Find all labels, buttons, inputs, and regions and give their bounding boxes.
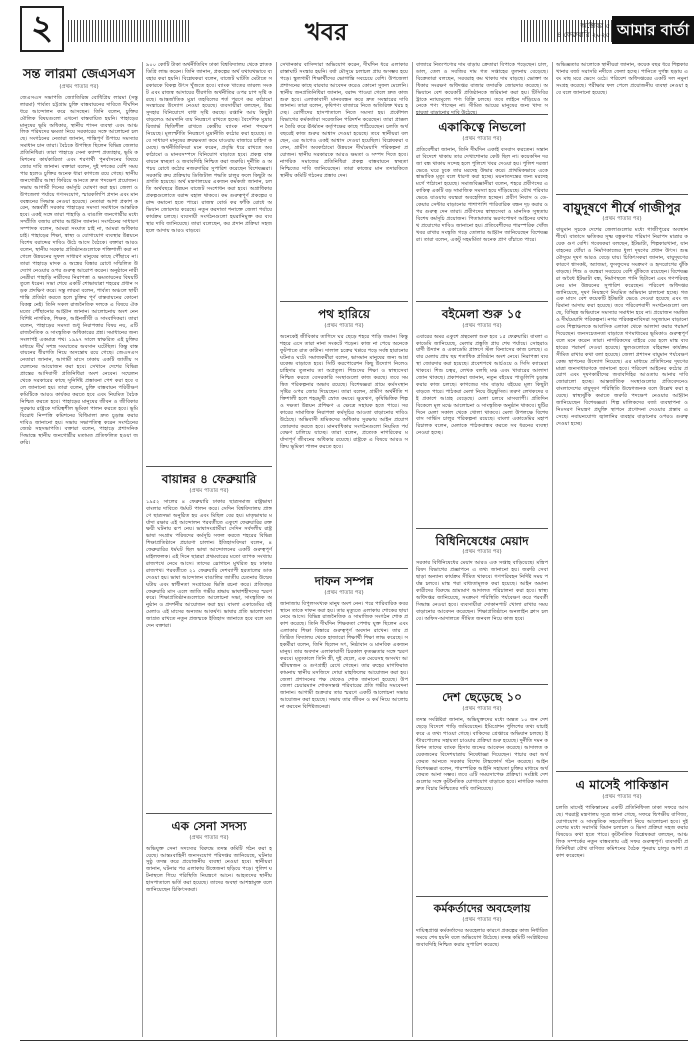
column-2 [146,62,272,1037]
article-body: প্রতিবেশীরা জানান, তিনি দীর্ঘদিন একাই বসবাস করতেন। সন্তানরা বিদেশে থাকায় তার দেখাশোনার কেউ ছিল না। কয়েকদিন দরজা বন্ধ থাকায় সন্দেহ হলে পুলিশে খবর দেওয়া হয়। পুলিশ দরজা ভেঙে ঘরে ঢুকে তার মরদেহ উদ্ধার করে। প্রাথমিকভাবে একে স্বাভাবিক মৃত্যু বলে ধারণা করা হচ্ছে। ময়নাতদন্তের জন্য মরদেহ মর্গে পাঠানো হয়েছে। সমাজবিজ্ঞানীরা বলেন, শহরে প্রবীণদের একাকিত্ব একটি বড় সামাজিক সমস্যা হয়ে দাঁড়িয়েছে। যৌথ পরিবার ভেঙে যাওয়ায় বয়স্করা অবহেলিত হচ্ছেন। প্রবীণ নিবাস ও ডে-কেয়ার সেন্টার বাড়ানোর পাশাপাশি পারিবারিক বন্ধন দৃঢ় করার ওপর গুরুত্ব দেন তারা। প্রবীণদের স্বাস্থ্যসেবা ও মানসিক সুস্থতায় বিশেষ কর্মসূচি প্রয়োজন। পিতামাতার ভরণপোষণ আইনের যথাযথ প্রয়োগের দাবিও জানানো হয়। প্রতিবেশীদের পারস্পরিক খোঁজখবর রাখার সংস্কৃতি গড়ে তোলার আহ্বান জানিয়েছেন বিশেষজ্ঞরা। তারা বলেন, একটু সহমর্মিতা অনেক প্রাণ বাঁচাতে পারে। [416,146,548,243]
column-3 [280,62,408,1037]
article-byline: (প্রথম পাতার পর) [602,793,642,800]
issue-info [536,22,610,40]
column-1 [20,62,138,1037]
article-divider [416,684,548,685]
headline: বইমেলা শুরু ১৫ [441,306,523,321]
article-divider [556,771,688,772]
headline: দাফন সম্পন্ন [314,573,374,588]
article-divider [280,301,408,302]
newspaper-logo: আমার বার্তা [612,16,694,44]
article-divider [146,813,272,814]
headline: দেশ ছেড়েছে ১০ [442,690,522,705]
article-byline: (প্রথম পাতার পর) [462,706,502,713]
article-divider [416,896,548,897]
article-divider [556,194,688,195]
footer-rule [20,1040,688,1041]
article-body: চলতি মাসেই পাকিস্তানের একটি প্রতিনিধিদল ঢাকা সফরে আসছে। পররাষ্ট্র মন্ত্রণালয় সূত্রে জানা গেছে, সফরে দ্বিপক্ষীয় বাণিজ্য, যোগাযোগ ও সাংস্কৃতিক সহযোগিতা নিয়ে আলোচনা হবে। দুই দেশের মধ্যে সরাসরি বিমান চলাচল ও ভিসা প্রক্রিয়া সহজ করার বিষয়েও কথা হতে পারে। কূটনৈতিক বিশ্লেষকরা বলছেন, আঞ্চলিক সম্পর্কের নতুন বাস্তবতায় এই সফর গুরুত্বপূর্ণ। ব্যবসায়ী প্রতিনিধিরা যৌথ বাণিজ্য কমিশনের বৈঠক পুনরায় চালুর আশা প্রকাশ করেছেন। [556,804,688,860]
headline: এ মাসেই পাকিস্তান [575,777,669,793]
column-divider [552,62,553,1037]
article-body: তদন্ত সংশ্লিষ্টরা জানান, অভিযুক্তদের মধ্যে অন্তত ১০ জন দেশ ছেড়ে বিদেশে পাড়ি জমিয়েছেন। ইমিগ্রেশন পুলিশের তথ্য যাচাই করে এ তথ্য পাওয়া গেছে। বাকিদের গ্রেপ্তারে অভিযান চলছে। ইন্টারপোলের সহায়তা চাওয়ার প্রক্রিয়া শুরু হয়েছে। দুর্নীতি দমন কমিশন তাদের ব্যাংক হিসাব জব্দের আবেদন করেছে। আদালত কয়েকজনের বিদেশযাত্রায় নিষেধাজ্ঞা দিয়েছেন। পাচার করা অর্থ ফেরত আনতে সরকার বিশেষ টাস্কফোর্স গঠন করেছে। আইন বিশেষজ্ঞরা বলেন, পারস্পরিক আইনি সহায়তা চুক্তির মাধ্যমে অর্থ ফেরত আনা সম্ভব। তবে এটি সময়সাপেক্ষ প্রক্রিয়া। সংশ্লিষ্ট দেশগুলোর সঙ্গে কূটনৈতিক যোগাযোগ বাড়াতে হবে। নাগরিক সমাজ দ্রুত বিচার নিশ্চিতের দাবি জানিয়েছে। [416,717,548,793]
article-byline: (প্রথম পাতার পর) [462,322,502,329]
article-body: জেএসএস সভাপতি জ্যোতিরিন্দ্র বোধিপ্রিয় লারমা (সন্তু লারমা) পার্বত্য চট্টগ্রাম চুক্তি বাস্তবায়নের দাবিতে দীর্ঘদিন ধরে আন্দোলন করে আসছেন। তিনি বলেন, চুক্তির মৌলিক বিষয়গুলো এখনো বাস্তবায়িত হয়নি। পাহাড়ের মানুষের ভূমি অধিকার, স্থানীয় শাসন ব্যবস্থা এবং আঞ্চলিক পরিষদের ক্ষমতা নিয়ে সরকারের সঙ্গে আলোচনা চলছে। সংগঠনের নেতারা জানান, শান্তিপূর্ণ উপায়ে সমস্যার সমাধান চান তারা। বৈঠকে উপস্থিত ছিলেন বিভিন্ন জেলার প্রতিনিধিরা। তারা পাহাড়ে সেনা ক্যাম্প প্রত্যাহার, ভূমি কমিশনের কার্যকারিতা এবং শরণার্থী পুনর্বাসনের বিষয়ে জোর দাবি জানান। বক্তারা বলেন, দুই দশকের বেশি সময় পার হলেও চুক্তির অনেক ধারা কাগজে রয়ে গেছে। স্থানীয় জনগোষ্ঠীর আস্থা ফিরিয়ে আনতে দ্রুত পদক্ষেপ প্রয়োজন। সভায় আগামী দিনের কর্মসূচি ঘোষণা করা হয়। জেলা ও উপজেলা পর্যায়ে গণসংযোগ, স্মারকলিপি প্রদান এবং মানববন্ধনের সিদ্ধান্ত নেওয়া হয়েছে। নেতারা আশা প্রকাশ করেন, অন্তর্বর্তী সরকার পাহাড়ের সমস্যা সমাধানে আন্তরিক হবে। একই সঙ্গে তারা পাহাড়ি ও বাঙালি জনগোষ্ঠীর মধ্যে সম্প্রীতি বজায় রাখার আহ্বান জানান। সংগঠনের সাধারণ সম্পাদক বলেন, আমরা সংঘাত চাই না, আমরা অধিকার চাই। পাহাড়ের শিক্ষা, স্বাস্থ্য ও যোগাযোগ ব্যবস্থার উন্নয়নে বিশেষ বরাদ্দের দাবিও উঠে আসে বৈঠকে। বক্তারা আরও বলেন, স্থানীয় সরকার প্রতিষ্ঠানগুলোকে শক্তিশালী করা না গেলে উন্নয়নের সুফল সাধারণ মানুষের কাছে পৌঁছাবে না। তারা পাহাড়ে মাদক ও অস্ত্রের বিস্তার রোধে সম্মিলিত উদ্যোগ নেওয়ার ওপর গুরুত্ব আরোপ করেন। অনুষ্ঠানে নারী নেত্রীরা পাহাড়ি নারীদের নিরাপত্তা ও ক্ষমতায়নের বিষয়টি তুলে ধরেন। সভা শেষে একটি শোভাযাত্রা শহরের প্রধান সড়ক প্রদক্ষিণ করে। সন্তু লারমা বলেন, পার্বত্য অঞ্চলে স্থায়ী শান্তি প্রতিষ্ঠা করতে হলে চুক্তির পূর্ণ বাস্তবায়নের কোনো বিকল্প নেই। তিনি সকল রাজনৈতিক দলকে এ বিষয়ে ঐকমত্যে পৌঁছানোর আহ্বান জানান। আলোচনায় অংশ নেন বিশিষ্ট নাগরিক, শিক্ষক, আইনজীবী ও সাংবাদিকরা। তারা বলেন, পাহাড়ের সমস্যা শুধু নিরাপত্তার বিষয় নয়, এটি রাজনৈতিক ও সাংস্কৃতিক অধিকারের প্রশ্ন। সমাধানের জন্য সংলাপই একমাত্র পথ। ১৯৯৭ সালে স্বাক্ষরিত এই চুক্তির মাধ্যমে দীর্ঘ সশস্ত্র সংঘাতের অবসান ঘটেছিল। কিন্তু বাস্তবায়নের ধীরগতি নিয়ে অসন্তোষ রয়ে গেছে। জেএসএস নেতারা জানান, আগামী মাসে ঢাকায় একটি জাতীয় সম্মেলনের আয়োজন করা হবে। সেখানে দেশের বিভিন্ন প্রান্তের আদিবাসী প্রতিনিধিরা অংশ নেবেন। সম্মেলন থেকে সরকারের কাছে সুনির্দিষ্ট প্রস্তাবনা পেশ করা হবে বলে জানানো হয়। তারা বলেন, চুক্তি বাস্তবায়ন পরিবীক্ষণ কমিটিকে আরও কার্যকর করতে হবে এবং নিয়মিত বৈঠক নিশ্চিত করতে হবে। পাহাড়ের মানুষের জীবন ও জীবিকার সুরক্ষায় রাষ্ট্রকে দায়িত্বশীল ভূমিকা পালন করতে হবে। ভূমি বিরোধ নিষ্পত্তি কমিশনের বিধিমালা দ্রুত চূড়ান্ত করার দাবিও জানানো হয়। সভায় সভাপতিত্ব করেন সংগঠনের জ্যেষ্ঠ সহসভাপতি। বক্তারা বলেন, পাহাড়ে প্রশাসনিক সিদ্ধান্তে স্থানীয় জনগোষ্ঠীর মতামত প্রতিফলিত হওয়া জরুরি। [20,94,138,447]
column-5 [556,62,688,1037]
issue-number: অক্টোবর ৫ [580,22,610,30]
article-byline: (প্রথম পাতার পর) [189,834,229,841]
article-byline: (প্রথম পাতার পর) [462,549,502,556]
column-divider [276,62,277,1037]
issue-date: ৪ ফেব্রুয়ারি ২০২৫ [557,31,610,39]
article-byline: (প্রথম পাতার পর) [189,487,229,494]
article-divider [280,568,408,569]
article-body: অভিজ্ঞতার আলোকে স্থানীয়রা জানান, কয়েক বছর ধরে শিল্পকারখানার বর্জ্য সরাসরি নদীতে ফেলা হচ্ছে। পানিতে দুর্গন্ধ ছড়ায় এবং মাছ মরে ভেসে ওঠে। পরিবেশ অধিদপ্তরের একটি দল নমুনা সংগ্রহ করেছে। পরীক্ষার ফল পেলে প্রয়োজনীয় ব্যবস্থা নেওয়া হবে বলে জানানো হয়েছে। [556,62,688,96]
article-body: অনেকেই জীবিকার তাগিদে ঘর ছেড়ে শহরে পাড়ি জমান। কিন্তু শহরে এসে তারা নানা সংকটে পড়েন। কাজ না পেয়ে অনেকে ফুটপাতে রাত কাটান। দালাল চক্রের খপ্পরে পড়ে সর্বস্ব হারানোর ঘটনাও ঘটে। সমাজকর্মীরা বলেন, ভাসমান মানুষের জন্য আশ্রয়কেন্দ্র বাড়াতে হবে। সিটি করপোরেশন কিছু উদ্যোগ নিলেও চাহিদার তুলনায় তা অপ্রতুল। শিশুদের শিক্ষা ও স্বাস্থ্যসেবা নিশ্চিত করতে বেসরকারি সংস্থাগুলো কাজ করছে। তবে সমন্বিত পরিকল্পনার অভাব রয়েছে। বিশেষজ্ঞরা গ্রামে কর্মসংস্থান সৃষ্টির ওপর জোর দিয়েছেন। তারা বলেন, গ্রামীণ অর্থনীতি শক্তিশালী হলে শহরমুখী স্রোত কমবে। ক্ষুদ্রঋণ, কৃষিভিত্তিক শিল্প ও দক্ষতা উন্নয়ন প্রশিক্ষণ এ ক্ষেত্রে সহায়ক হতে পারে। সরকারের সামাজিক নিরাপত্তা কর্মসূচির আওতা বাড়ানোর দাবিও উঠেছে। অভিবাসী শ্রমিকদের অধিকার সুরক্ষায় আইন প্রয়োগ জোরদার করতে হবে। মানবাধিকার সংগঠনগুলো নিয়মিত পর্যবেক্ষণ চালিয়ে যাচ্ছে। তারা বলেন, প্রত্যেক নাগরিকের মর্যাদাপূর্ণ জীবনের অধিকার রয়েছে। রাষ্ট্রকে এ বিষয়ে আরও সক্রিয় ভূমিকা পালন করতে হবে। [280,333,408,451]
headline: বায়ান্নর ৪ ফেব্রুয়ারি [161,472,257,486]
headline: বিধিনিষেধের মেয়াদ [435,533,529,548]
article-body: সরকার বিধিনিষেধের মেয়াদ আরও এক সপ্তাহ বাড়িয়েছে। মন্ত্রিপরিষদ বিভাগের প্রজ্ঞাপনে এ তথ্য জানানো হয়। জরুরি সেবা ছাড়া অন্যান্য কার্যক্রম সীমিত থাকবে। গণপরিবহন নির্দিষ্ট সময় পর্যন্ত চলবে। মাস্ক পরা বাধ্যতামূলক করা হয়েছে। আইন অমান্যকারীদের বিরুদ্ধে ভ্রাম্যমাণ আদালত পরিচালনা করা হবে। স্বাস্থ্য অধিদপ্তর জানিয়েছে, সংক্রমণ পরিস্থিতি পর্যবেক্ষণ করে পরবর্তী সিদ্ধান্ত নেওয়া হবে। ব্যবসায়ীরা দোকানপাট খোলা রাখার সময় বাড়ানোর আবেদন করেছেন। শিক্ষাপ্রতিষ্ঠানে অনলাইন ক্লাস চলবে। অফিস-আদালতে সীমিত জনবল নিয়ে কাজ হবে। [416,560,548,622]
article-byline: (প্রথম পাতার পর) [462,916,502,923]
headline: সন্ত লারমা জেএসএস [22,67,136,82]
article-body: বাজারে নিত্যপণ্যের দাম বাড়ায় ক্রেতারা বিপাকে পড়েছেন। চাল, ডাল, তেল ও সবজির দাম গত সপ্তাহের তুলনায় বেড়েছে। বিক্রেতারা বলছেন, সরবরাহ কম থাকায় দাম বাড়ছে। ভোক্তা অধিকার সংরক্ষণ অধিদপ্তর বাজার তদারকি জোরদার করেছে। অভিযানে বেশ কয়েকটি প্রতিষ্ঠানকে জরিমানা করা হয়। টিসিবির ট্রাকে ন্যায্যমূল্যে পণ্য বিক্রি চলছে। তবে লাইনে দাঁড়িয়েও অনেকে পণ্য পাচ্ছেন না। সীমিত আয়ের মানুষের জন্য খাদ্য সহায়তা বাড়ানোর দাবি উঠেছে। [416,62,548,117]
article-body: ৯০০ কোটি টাকা অর্থনীতিবিদ ঢাকা বিশ্ববিদ্যালয় থেকে স্নাতক ডিগ্রি লাভ করেন। তিনি জানান, প্রকল্পের অর্থ যথাযথভাবে ব্যবহার করা হয়নি। বিশ্লেষকরা বলেন, বাজেট ঘাটতি মেটাতে সরকারকে বিকল্প উৎস খুঁজতে হবে। ব্যাংক খাতের তারল্য সংকট এবং রাজস্ব আদায়ের ধীরগতি অর্থনীতির ওপর চাপ সৃষ্টি করছে। আন্তর্জাতিক মুদ্রা তহবিলের শর্ত পূরণে কর কাঠামো সংস্কারের উদ্যোগ নেওয়া হয়েছে। ব্যবসায়ীরা বলছেন, উচ্চ সুদহার বিনিয়োগে বাধা সৃষ্টি করছে। রপ্তানি আয় কিছুটা বাড়লেও আমদানি ব্যয় নিয়ন্ত্রণে রাখতে হচ্ছে। বৈদেশিক মুদ্রার রিজার্ভ স্থিতিশীল রাখতে কেন্দ্রীয় ব্যাংক নানা পদক্ষেপ নিয়েছে। মূল্যস্ফীতি নিয়ন্ত্রণে মুদ্রানীতি কঠোর করা হয়েছে। তবে সাধারণ মানুষের ক্রয়ক্ষমতা কমে যাওয়ায় বাজারে চাহিদা কমেছে। অর্থনীতিবিদরা মনে করেন, প্রবৃদ্ধি ধরে রাখতে অবকাঠামো ও মানবসম্পদে বিনিয়োগ বাড়াতে হবে। প্রকল্প বাস্তবায়নে স্বচ্ছতা ও জবাবদিহি নিশ্চিত করা জরুরি। দুর্নীতি ও অপচয় রোধে কঠোর নজরদারির সুপারিশ করেছেন বিশেষজ্ঞরা। সরকারি ক্রয় প্রক্রিয়ায় ডিজিটাল পদ্ধতি চালুর ফলে কিছুটা অগ্রগতি হয়েছে। অর্থ মন্ত্রণালয়ের একজন কর্মকর্তা জানান, চলতি অর্থবছরে উন্নয়ন বাজেট সংশোধন করা হবে। অগ্রাধিকার প্রকল্পগুলোতে বরাদ্দ বহাল থাকবে। কম গুরুত্বপূর্ণ প্রকল্পের বরাদ্দ কমানো হতে পারে। রাজস্ব বোর্ড কর ফাঁকি রোধে অভিযান জোরদার করেছে। নতুন করদাতা শনাক্তে জেলা পর্যায়ে কার্যক্রম চলছে। ব্যবসায়ী সংগঠনগুলো হয়রানিমুক্ত কর ব্যবস্থার দাবি জানিয়েছে। তারা বলেছেন, কর প্রদান প্রক্রিয়া সহজ হলে আদায় আরও বাড়বে। [146,62,272,234]
article-divider [416,528,548,529]
article-divider [146,466,272,467]
article-byline: (প্রথম পাতার পর) [462,135,502,142]
page-number: ২ [20,6,64,52]
article-byline: (প্রথম পাতার পর) [59,83,99,90]
article-byline: (প্রথম পাতার পর) [324,589,364,596]
article-body: ১৯৫২ সালের ৪ ফেব্রুয়ারি ঢাকার ছাত্রসমাজ রাষ্ট্রভাষা বাংলার দাবিতে ধর্মঘট পালন করে। সেদিন বিশ্ববিদ্যালয় প্রাঙ্গণে ছাত্রসভা অনুষ্ঠিত হয় এবং মিছিল বের হয়। মাতৃভাষার মর্যাদা রক্ষার এই আন্দোলন পরবর্তীতে একুশে ফেব্রুয়ারির রক্তক্ষয়ী ঘটনায় রূপ নেয়। ভাষাসংগ্রামীরা সেদিন সর্বদলীয় রাষ্ট্রভাষা সংগ্রাম পরিষদের কর্মসূচি সফল করতে শহরের বিভিন্ন শিক্ষাপ্রতিষ্ঠানে প্রচারণা চালান। ইতিহাসবিদরা বলেন, ৪ ফেব্রুয়ারির ধর্মঘট ছিল ভাষা আন্দোলনের একটি গুরুত্বপূর্ণ মাইলফলক। এই দিনে ছাত্ররা প্রথমবারের মতো ব্যাপক সংখ্যায় রাজপথে নেমে আসে। তাদের স্লোগানে মুখরিত হয় ঢাকার রাজপথ। পরবর্তীতে ২১ ফেব্রুয়ারি দেশব্যাপী হরতালের ডাক দেওয়া হয়। ভাষা আন্দোলন বাঙালির জাতীয় চেতনার উন্মেষ ঘটায় এবং স্বাধীনতা সংগ্রামের ভিত্তি রচনা করে। প্রতিবছর ফেব্রুয়ারি মাস এলে জাতি গভীর শ্রদ্ধায় ভাষাশহীদদের স্মরণ করে। শিক্ষাপ্রতিষ্ঠানগুলোতে আলোচনা সভা, সাংস্কৃতিক অনুষ্ঠান ও প্রদর্শনীর আয়োজন করা হয়। বাংলা একাডেমির বইমেলাও এই মাসের অন্যতম আকর্ষণ। ভাষার প্রতি ভালোবাসা জাগ্রত রাখতে নতুন প্রজন্মকে ইতিহাস জানাতে হবে বলে মত দেন বক্তারা। [146,498,272,630]
header-label-backdrop [190,18,520,44]
article-byline: (প্রথম পাতার পর) [324,322,364,329]
section-title: খবর [305,18,348,46]
column-4 [416,62,548,1037]
headline: এক সেনা সদস্য [171,818,247,833]
article-byline: (প্রথম পাতার পর) [602,216,642,223]
article-body: এবারের অমর একুশে গ্রন্থমেলা শুরু হবে ১৫ ফেব্রুয়ারি। বাংলা একাডেমি জানিয়েছে, মেলার প্রস্তুতি প্রায় শেষ পর্যায়ে। সোহরাওয়ার্দী উদ্যান ও একাডেমি প্রাঙ্গণে স্টল বিন্যাসের কাজ চলছে। এবার মেলায় প্রায় ছয় শতাধিক প্রতিষ্ঠান অংশ নেবে। নিরাপত্তা ব্যবস্থা জোরদার করা হয়েছে। প্রবেশপথে আর্চওয়ে ও সিসি ক্যামেরা থাকবে। শিশু চত্বর, লেখক বলছি মঞ্চ এবং খাবারের আলাদা জোন থাকছে। প্রকাশকরা জানান, নতুন বইয়ের পাণ্ডুলিপি চূড়ান্ত করার কাজ চলছে। কাগজের দাম বাড়ায় বইয়ের মূল্য কিছুটা বাড়তে পারে। পাঠকরা মেলা নিয়ে উচ্ছ্বসিত। তরুণ লেখকদের বই প্রকাশে আগ্রহ বেড়েছে। মেলা চলবে মাসব্যাপী। প্রতিদিন বিকেলে মূল মঞ্চে আলোচনা ও সাংস্কৃতিক অনুষ্ঠান থাকবে। ছুটির দিনে মেলা সকাল থেকে খোলা থাকবে। মেলা উপলক্ষে বিশেষ বাস সার্ভিস চালুর পরিকল্পনা রয়েছে। বাংলা একাডেমির মহাপরিচালক বলেন, মেলাকে পাঠকবান্ধব করতে সব ধরনের ব্যবস্থা নেওয়া হচ্ছে। [416,333,548,437]
column-divider [142,62,143,1037]
headline: পথ হারিয়ে [318,307,370,321]
headline: বায়ুদূষণে শীর্ষে গাজীপুর [563,200,681,215]
page-header [0,0,700,62]
article-body: অভিযুক্ত সেনা সদস্যের বিরুদ্ধে তদন্ত কমিটি গঠন করা হয়েছে। আন্তঃবাহিনী জনসংযোগ পরিদপ্তর জানিয়েছে, ঘটনার সুষ্ঠু তদন্ত করে প্রয়োজনীয় ব্যবস্থা নেওয়া হবে। স্থানীয়রা জানান, ঘটনার পর এলাকায় উত্তেজনা ছড়িয়ে পড়ে। পুলিশ ঘটনাস্থলে গিয়ে পরিস্থিতি নিয়ন্ত্রণে আনে। আহতদের স্থানীয় হাসপাতালে ভর্তি করা হয়েছে। তাদের অবস্থা আশঙ্কামুক্ত বলে জানিয়েছেন চিকিৎসকরা। [146,845,272,894]
article-body: বায়ুমান সূচকে দেশের জেলাগুলোর মধ্যে গাজীপুরের অবস্থান শীর্ষে। বাতাসে ক্ষতিকর সূক্ষ্ম বস্তুকণার পরিমাণ নিরাপদ মাত্রার কয়েক গুণ বেশি। গবেষকরা বলছেন, ইটভাটা, শিল্পকারখানা, যানবাহনের ধোঁয়া ও নির্মাণকাজের ধুলা দূষণের প্রধান উৎস। শুষ্ক মৌসুমে দূষণ আরও বেড়ে যায়। চিকিৎসকরা জানান, বায়ুদূষণের কারণে শ্বাসকষ্ট, অ্যাজমা, ফুসফুসের সংক্রমণ ও হৃদরোগের ঝুঁকি বাড়ছে। শিশু ও বয়স্করা সবচেয়ে বেশি ঝুঁকিতে রয়েছেন। বিশেষজ্ঞরা অবৈধ ইটভাটা বন্ধ, নির্মাণস্থলে পানি ছিটানো এবং গণপরিবহনের মান উন্নয়নের সুপারিশ করেছেন। পরিবেশ অধিদপ্তর জানিয়েছে, দূষণ নিয়ন্ত্রণে নিয়মিত অভিযান চালানো হচ্ছে। গত এক মাসে বেশ কয়েকটি ইটভাটা ভেঙে দেওয়া হয়েছে এবং জরিমানা আদায় করা হয়েছে। তবে পরিবেশবাদী সংগঠনগুলো বলছে, বিচ্ছিন্ন অভিযানে সমস্যার সমাধান হবে না। প্রয়োজন সমন্বিত ও দীর্ঘমেয়াদি পরিকল্পনা। নগর পরিকল্পনাবিদরা সবুজায়ন বাড়ানো এবং শিল্পাঞ্চলকে আবাসিক এলাকা থেকে আলাদা করার পরামর্শ দিয়েছেন। জনসচেতনতা বাড়াতে গণমাধ্যমের ভূমিকাও গুরুত্বপূর্ণ বলে মনে করেন তারা। নাগরিকদের বাইরে বের হলে মাস্ক ব্যবহারের পরামর্শ দেওয়া হয়েছে। স্কুলগুলোতে বহিরঙ্গন কার্যক্রম সীমিত রাখার কথা বলা হয়েছে। জেলা প্রশাসন বায়ুমান পর্যবেক্ষণ কেন্দ্র স্থাপনের উদ্যোগ নিয়েছে। এর মাধ্যমে প্রতিদিনের দূষণের মাত্রা জনসাধারণকে জানানো হবে। পরিবেশ আইনের কঠোর প্রয়োগ এবং দূষণকারীদের জবাবদিহির আওতায় আনার দাবি জোরালো হচ্ছে। আন্তর্জাতিক সংস্থাগুলোর প্রতিবেদনেও বাংলাদেশের বায়ুদূষণ পরিস্থিতি উদ্বেগজনক বলে উল্লেখ করা হয়েছে। স্বাস্থ্যঝুঁকি কমাতে জরুরি পদক্ষেপ নেওয়ার আহ্বান জানিয়েছেন বিশেষজ্ঞরা। শিল্প মালিকদের বর্জ্য ব্যবস্থাপনা ও নিঃসরণ নিয়ন্ত্রণ প্রযুক্তি স্থাপনে প্রণোদনা দেওয়ার প্রস্তাব এসেছে। নবায়নযোগ্য জ্বালানির ব্যবহার বাড়ানোর ওপরও গুরুত্ব দেওয়া হচ্ছে। [556,227,688,427]
headline: কর্মকর্তাদের অবহেলায় [433,902,531,916]
article-divider [416,301,548,302]
article-body: দায়িত্বপ্রাপ্ত কর্মকর্তাদের অবহেলার কারণে প্রকল্পের কাজ নির্ধারিত সময়ে শেষ হয়নি বলে অভিযোগ উঠেছে। তদন্ত কমিটি সংশ্লিষ্টদের জবাবদিহি নিশ্চিত করার সুপারিশ করেছে। [416,927,548,948]
article-body: সেখানকার বাসিন্দারা অভিযোগ করেন, দীর্ঘদিন ধরে এলাকার রাস্তাঘাট সংস্কার হয়নি। বর্ষা মৌসুমে চলাচল প্রায় অসম্ভব হয়ে পড়ে। স্কুলগামী শিক্ষার্থীদের ভোগান্তি সবচেয়ে বেশি। উপজেলা প্রশাসনের কাছে বারবার আবেদন করেও কোনো সুফল মেলেনি। স্থানীয় জনপ্রতিনিধিরা জানান, বরাদ্দ পাওয়া গেলে দ্রুত কাজ শুরু হবে। এলাকাবাসী মানববন্ধন করে দ্রুত সংস্কারের দাবি জানান। তারা বলেন, কৃষিপণ্য বাজারে নিতে অতিরিক্ত খরচ হচ্ছে। রোগীদের হাসপাতালে নিতে সমস্যা হয়। প্রকৌশল বিভাগের কর্মকর্তারা সরেজমিন পরিদর্শন করেছেন। তারা প্রাক্কলন তৈরি করে ঊর্ধ্বতন কর্তৃপক্ষের কাছে পাঠিয়েছেন। চলতি অর্থবছরেই কাজ শুরুর আশ্বাস দেওয়া হয়েছে। তবে স্থানীয়রা বলছেন, এর আগেও একই আশ্বাস দেওয়া হয়েছিল। বিশ্লেষকরা বলেন, গ্রামীণ অবকাঠামো উন্নয়নে দীর্ঘমেয়াদি পরিকল্পনা প্রয়োজন। স্থানীয় সরকারকে আরও ক্ষমতা ও সম্পদ দিতে হবে। নাগরিক সমাজের প্রতিনিধিরা প্রকল্প বাস্তবায়নে স্বচ্ছতা নিশ্চিতের দাবি জানিয়েছেন। তারা কাজের মান তদারকিতে স্থানীয় কমিটি গঠনের প্রস্তাব দেন। [280,62,408,179]
headline: একাকিত্বে নিভলো [438,120,526,134]
column-divider [412,62,413,1037]
article-body: জানাজায় বিপুলসংখ্যক মানুষ অংশ নেন। পরে পারিবারিক কবরস্থানে তাকে দাফন করা হয়। তার মৃত্যুতে এলাকায় শোকের ছায়া নেমে আসে। বিভিন্ন রাজনৈতিক ও সামাজিক সংগঠন শোক প্রকাশ করেছে। তিনি দীর্ঘদিন শিক্ষকতা পেশায় যুক্ত ছিলেন এবং এলাকার শিক্ষা বিস্তারে গুরুত্বপূর্ণ অবদান রাখেন। তার প্রতিষ্ঠিত বিদ্যালয় থেকে হাজারো শিক্ষার্থী শিক্ষা লাভ করেছে। সহকর্মীরা বলেন, তিনি ছিলেন সৎ, নিষ্ঠাবান ও মানবিক একজন মানুষ। তার অবদান এলাকাবাসী চিরকাল কৃতজ্ঞতার সঙ্গে স্মরণ করবে। মৃত্যুকালে তিনি স্ত্রী, দুই ছেলে, এক মেয়েসহ অসংখ্য আত্মীয়স্বজন ও গুণগ্রাহী রেখে গেছেন। তার রুহের মাগফিরাত কামনায় স্থানীয় মসজিদে দোয়া মাহফিলের আয়োজন করা হয়। জেলা প্রশাসনের পক্ষ থেকেও শোক জানানো হয়েছে। উপজেলা চেয়ারম্যান শোকসন্তপ্ত পরিবারের প্রতি গভীর সমবেদনা জানান। আগামী শুক্রবার তার স্মরণে একটি আলোচনা সভার আয়োজন করা হয়েছে। সভায় তার জীবন ও কর্ম নিয়ে আলোচনা করবেন বিশিষ্টজনেরা। [280,600,408,711]
